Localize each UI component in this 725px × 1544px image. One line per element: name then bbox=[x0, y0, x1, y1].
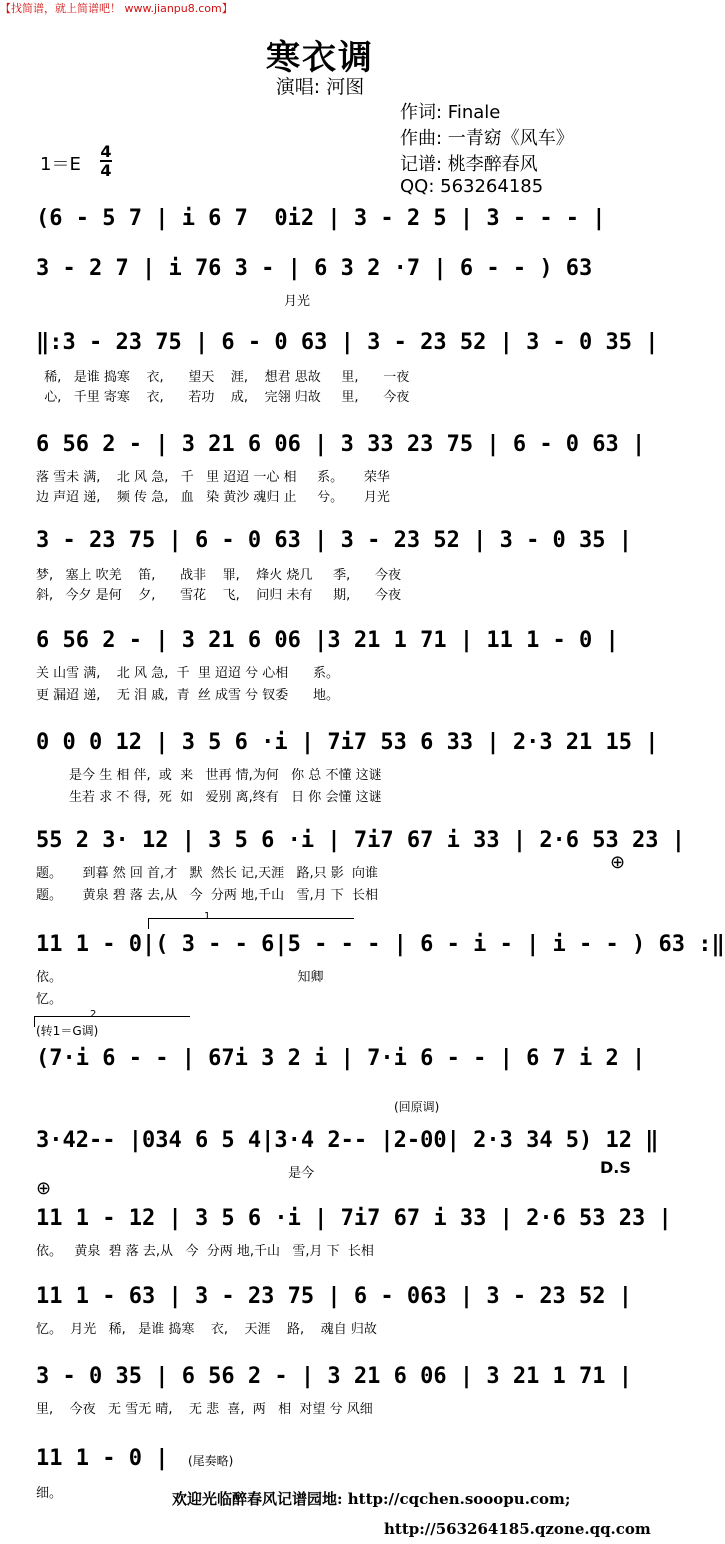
notation-row: 6 56 2 - | 3 21 6 06 | 3 33 23 75 | 6 - 0 63 | bbox=[36, 432, 646, 457]
time-signature bbox=[100, 144, 112, 178]
return-key-note: (回原调) bbox=[394, 1100, 440, 1114]
ds-mark: D.S bbox=[600, 1158, 631, 1177]
lyrics-line: 依。 知卿 bbox=[36, 970, 324, 985]
footer-link-1[interactable]: 欢迎光临醉春风记谱园地: http://cqchen.sooopu.com; bbox=[172, 1490, 571, 1508]
coda-mark: ⊕ bbox=[36, 1178, 52, 1199]
qq-credit: QQ: 563264185 bbox=[400, 176, 544, 197]
lyrics-line: 梦, 塞上 吹羌 笛, 战非 罪, 烽火 烧几 季, 今夜 bbox=[36, 568, 402, 583]
footer-link-2[interactable]: http://563264185.qzone.qq.com bbox=[384, 1520, 651, 1538]
lyrics-line: 细。 bbox=[36, 1486, 63, 1501]
transcriber-credit: 记谱: 桃李醉春风 bbox=[400, 154, 538, 175]
lyricist-credit: 作词: Finale bbox=[400, 102, 501, 123]
lyrics-line: 心, 千里 寄寒 衣, 若功 成, 完翎 归故 里, 今夜 bbox=[36, 390, 410, 405]
lyrics-line: 更 漏迢 递, 无 泪 戚, 青 丝 成雪 兮 钗委 地。 bbox=[36, 688, 340, 703]
site-banner: 【找简谱，就上简谱吧！ www.jianpu8.com】 bbox=[0, 2, 233, 15]
notation-row: 3 - 0 35 | 6 56 2 - | 3 21 6 06 | 3 21 1 71 | bbox=[36, 1364, 633, 1389]
lyrics-line: 稀, 是谁 捣寒 衣, 望天 涯, 想君 思故 里, 一夜 bbox=[36, 370, 410, 385]
notation-row: 11 1 - 63 | 3 - 23 75 | 6 - 063 | 3 - 23 52 | bbox=[36, 1284, 633, 1309]
notation-row: (7·i 6 - - | 67i 3 2 i | 7·i 6 - - | 6 7 i 2 | bbox=[36, 1046, 646, 1071]
notation-row: 3 - 2 7 | i 76 3 - | 6 3 2 ·7 | 6 - - ) 63 bbox=[36, 256, 593, 281]
key-signature: 1＝E bbox=[40, 154, 81, 175]
time-signature-bottom: 4 bbox=[100, 161, 112, 180]
singer-credit: 演唱: 河图 bbox=[275, 76, 365, 98]
outro-note: (尾奏略) bbox=[188, 1454, 234, 1468]
lyrics-line: 月光 bbox=[36, 294, 310, 309]
lyrics-line: 是今 生 相 伴, 或 来 世再 情,为何 你 总 不懂 这谜 bbox=[36, 768, 382, 783]
lyrics-line: 题。 到暮 然 回 首,才 默 然长 记,天涯 路,只 影 向谁 bbox=[36, 866, 379, 881]
volta-bracket-1: 1 bbox=[148, 918, 354, 929]
modulation-note: (转1＝G调) bbox=[36, 1024, 99, 1038]
notation-row: 0 0 0 12 | 3 5 6 ·i | 7i7 53 6 33 | 2·3 21 15 | bbox=[36, 730, 659, 755]
notation-row: 3·42-- |034 6 5 4|3·4 2-- |2-00| 2·3 34 5) 12 ‖ bbox=[36, 1128, 659, 1153]
coda-mark: ⊕ bbox=[610, 852, 626, 873]
lyrics-line: 斜, 今夕 是何 夕, 雪花 飞, 问归 未有 期, 今夜 bbox=[36, 588, 402, 603]
lyrics-line: 忆。 月光 稀, 是谁 捣寒 衣, 天涯 路, 魂自 归故 bbox=[36, 1322, 377, 1337]
notation-row: 3 - 23 75 | 6 - 0 63 | 3 - 23 52 | 3 - 0 35 | bbox=[36, 528, 633, 553]
lyrics-line: 生若 求 不 得, 死 如 爱别 离,终有 日 你 会懂 这谜 bbox=[36, 790, 382, 805]
lyrics-line: 忆。 bbox=[36, 992, 63, 1007]
lyrics-line: 落 雪未 满, 北 风 急, 千 里 迢迢 一心 相 系。 荣华 bbox=[36, 470, 390, 485]
composer-credit: 作曲: 一青窈《风车》 bbox=[400, 128, 574, 149]
lyrics-line: 是今 bbox=[36, 1166, 315, 1181]
volta-bracket-2: 2 bbox=[34, 1016, 190, 1027]
notation-row: 11 1 - 0|( 3 - - 6|5 - - - | 6 - i - | i - - ) 63 :‖ bbox=[36, 932, 725, 957]
lyrics-line: 题。 黄泉 碧 落 去,从 今 分两 地,千山 雪,月 下 长相 bbox=[36, 888, 379, 903]
notation-row: ‖:3 - 23 75 | 6 - 0 63 | 3 - 23 52 | 3 - 0 35 | bbox=[36, 330, 659, 355]
lyrics-line: 边 声迢 递, 频 传 急, 血 染 黄沙 魂归 止 兮。 月光 bbox=[36, 490, 390, 505]
lyrics-line: 里, 今夜 无 雪无 晴, 无 悲 喜, 两 相 对望 兮 风细 bbox=[36, 1402, 373, 1417]
notation-row: 11 1 - 12 | 3 5 6 ·i | 7i7 67 i 33 | 2·6 53 23 | bbox=[36, 1206, 672, 1231]
notation-row: 6 56 2 - | 3 21 6 06 |3 21 1 71 | 11 1 - 0 | bbox=[36, 628, 619, 653]
notation-row: 55 2 3· 12 | 3 5 6 ·i | 7i7 67 i 33 | 2·6 53 23 | bbox=[36, 828, 686, 853]
notation-row: (6 - 5 7 | i 6 7 0i2 | 3 - 2 5 | 3 - - - | bbox=[36, 206, 606, 231]
song-title: 寒衣调 bbox=[266, 38, 374, 78]
time-signature-top: 4 bbox=[100, 142, 112, 161]
lyrics-line: 依。 黄泉 碧 落 去,从 今 分两 地,千山 雪,月 下 长相 bbox=[36, 1244, 374, 1259]
lyrics-line: 关 山雪 满, 北 风 急, 千 里 迢迢 兮 心相 系。 bbox=[36, 666, 340, 681]
notation-row: 11 1 - 0 | bbox=[36, 1446, 169, 1471]
